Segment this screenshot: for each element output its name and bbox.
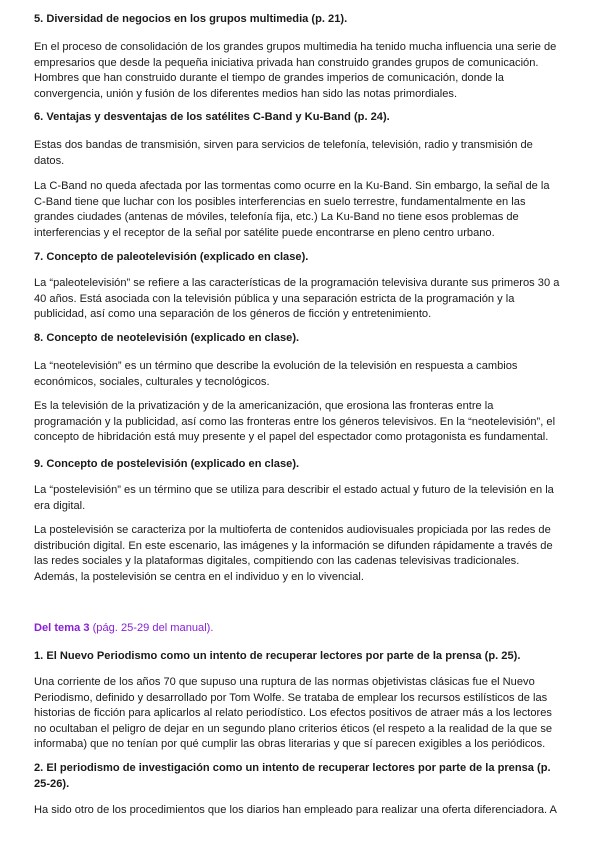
section-8-paragraph-1: La “neotelevisión” es un término que describe la evolución de la televisión en respuesta a cambios económicos, sociales, culturales y tecnológicos. (34, 360, 518, 388)
tema-3-label: Del tema 3 (34, 622, 90, 634)
section-6-paragraph-2: La C-Band no queda afectada por las tormentas como ocurre en la Ku-Band. Sin embargo, la señal de la C-Band tiene que luchar con los posibles interferencias en suelo terrestre, fundamentalmente en las grandes ciudades (antenas de móviles, telefonía fija, etc.) La Ku-Band no tiene esos problemas de interferencias y el receptor de la señal por satélite puede encontrarse en pleno centro urbano. (34, 180, 550, 239)
section-5-paragraph-1: En el proceso de consolidación de los grandes grupos multimedia ha tenido mucha influencia una serie de empresarios que desde la pequeña iniciativa privada han construido grandes grupos de comunicación. Hombres que han construido durante el tiempo de grandes imperios de comunicación, donde la convergencia, unión y fusión de los diferentes medios han sido las notas primordiales. (34, 41, 557, 100)
tema-3-item-2-heading: 2. El periodismo de investigación como un intento de recuperar lectores por parte de la prensa (p. 25-26). (34, 762, 551, 790)
tema-3-item-1-heading: 1. El Nuevo Periodismo como un intento de recuperar lectores por parte de la prensa (p. 25). (34, 650, 521, 662)
tema-3-item-2-paragraph: Ha sido otro de los procedimientos que los diarios han empleado para realizar una oferta diferenciadora. A (34, 804, 557, 816)
section-7-heading: 7. Concepto de paleotelevisión (explicado en clase). (34, 251, 309, 263)
section-6-heading: 6. Ventajas y desventajas de los satélites C-Band y Ku-Band (p. 24). (34, 111, 390, 123)
section-8-paragraph-2: Es la televisión de la privatización y de la americanización, que erosiona las fronteras entre la programación y la publicidad, así como las fronteras entre los géneros televisivos. En la “neotelevisión”, el concepto de hibridación está muy presente y el papel del espectador como protagonista es fundamental. (34, 400, 556, 444)
section-5-heading: 5. Diversidad de negocios en los grupos multimedia (p. 21). (34, 13, 348, 25)
section-7-paragraph-1: La “paleotelevisión” se refiere a las características de la programación televisiva durante sus primeros 30 a 40 años. Está asociada con la televisión pública y una separación estricta de la programación y la publicidad, así como una separación de los géneros de ficción y entretenimiento. (34, 277, 560, 321)
section-9-paragraph-1: La “postelevisión” es un término que se utiliza para describir el estado actual y futuro de la televisión en la era digital. (34, 484, 554, 512)
tema-3-heading (34, 621, 564, 637)
tema-3-pages: (pág. 25-29 del manual). (89, 622, 214, 634)
section-9-paragraph-2: La postelevisión se caracteriza por la multioferta de contenidos audiovisuales propiciada por las redes de distribución digital. En este escenario, las imágenes y la información se difunden rápidamente a través de las redes sociales y la plataformas digitales, compitiendo con las cadenas televisivas tradicionales. Además, la postelevisión se centra en el individuo y en lo vivencial. (34, 524, 553, 583)
tema-3-item-1-paragraph: Una corriente de los años 70 que supuso una ruptura de las normas objetivistas clásicas fue el Nuevo Periodismo, definido y desarrollado por Tom Wolfe. Se trataba de emplear los recursos estilísticos de las historias de ficción para aplicarlos al relato periodístico. Los efectos positivos de atraer más a los lectores no ocultaban el peligro de dejar en un segundo plano criterios éticos (el respeto a la realidad de la que se informaba) que no tenían por qué cumplir las obras literarias y que sí parecen exigibles a los periódicos. (34, 676, 553, 751)
section-8-heading: 8. Concepto de neotelevisión (explicado en clase). (34, 332, 300, 344)
section-9-heading: 9. Concepto de postelevisión (explicado en clase). (34, 458, 300, 470)
section-6-paragraph-1: Estas dos bandas de transmisión, sirven para servicios de telefonía, televisión, radio y transmisión de datos. (34, 139, 533, 167)
